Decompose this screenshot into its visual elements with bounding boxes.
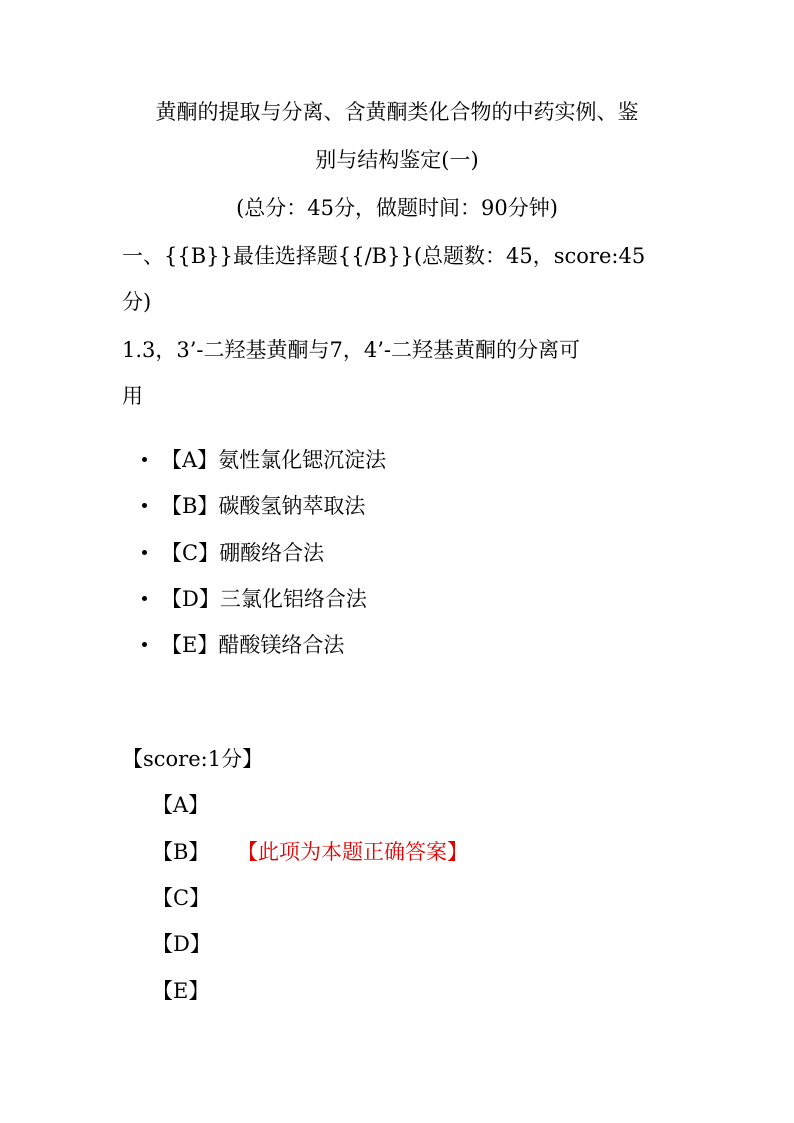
option-e-text: 【E】醋酸镁络合法 [161,633,345,657]
section-heading-line-2: 分) [122,290,152,314]
option-c-text: 【C】硼酸络合法 [161,541,325,565]
question-stem-line-1: 1.3，3’-二羟基黄酮与7，4’-二羟基黄酮的分离可 [122,338,581,362]
option-d [142,585,367,613]
score-label: 【score:1分】 [122,747,264,771]
correct-answer-note: 【此项为本题正确答案】 [237,840,468,864]
answer-c: 【C】 [152,886,211,910]
option-b [142,492,365,520]
doc-title-line-2: 别与结构鉴定(一) [315,148,479,172]
answer-b: 【B】 [152,840,210,864]
option-b-text: 【B】碳酸氢钠萃取法 [161,494,366,518]
bullet-icon [142,550,147,555]
option-c [142,539,324,567]
option-a-text: 【A】氨性氯化锶沉淀法 [161,448,387,472]
question-stem-line-2: 用 [122,384,143,408]
answer-e: 【E】 [152,979,210,1003]
bullet-icon [142,642,147,647]
answer-d: 【D】 [152,932,211,956]
option-e [142,631,344,659]
exam-meta: (总分：45分，做题时间：90分钟) [236,196,558,220]
bullet-icon [142,596,147,601]
section-heading-line-1: 一、{{B}}最佳选择题{{/B}}(总题数：45，score:45 [122,244,646,268]
doc-title-line-1: 黄酮的提取与分离、含黄酮类化合物的中药实例、鉴 [155,100,639,124]
answer-a: 【A】 [152,793,210,817]
bullet-icon [142,503,147,508]
option-d-text: 【D】三氯化铝络合法 [161,587,367,611]
bullet-icon [142,457,147,462]
option-a [142,446,386,474]
